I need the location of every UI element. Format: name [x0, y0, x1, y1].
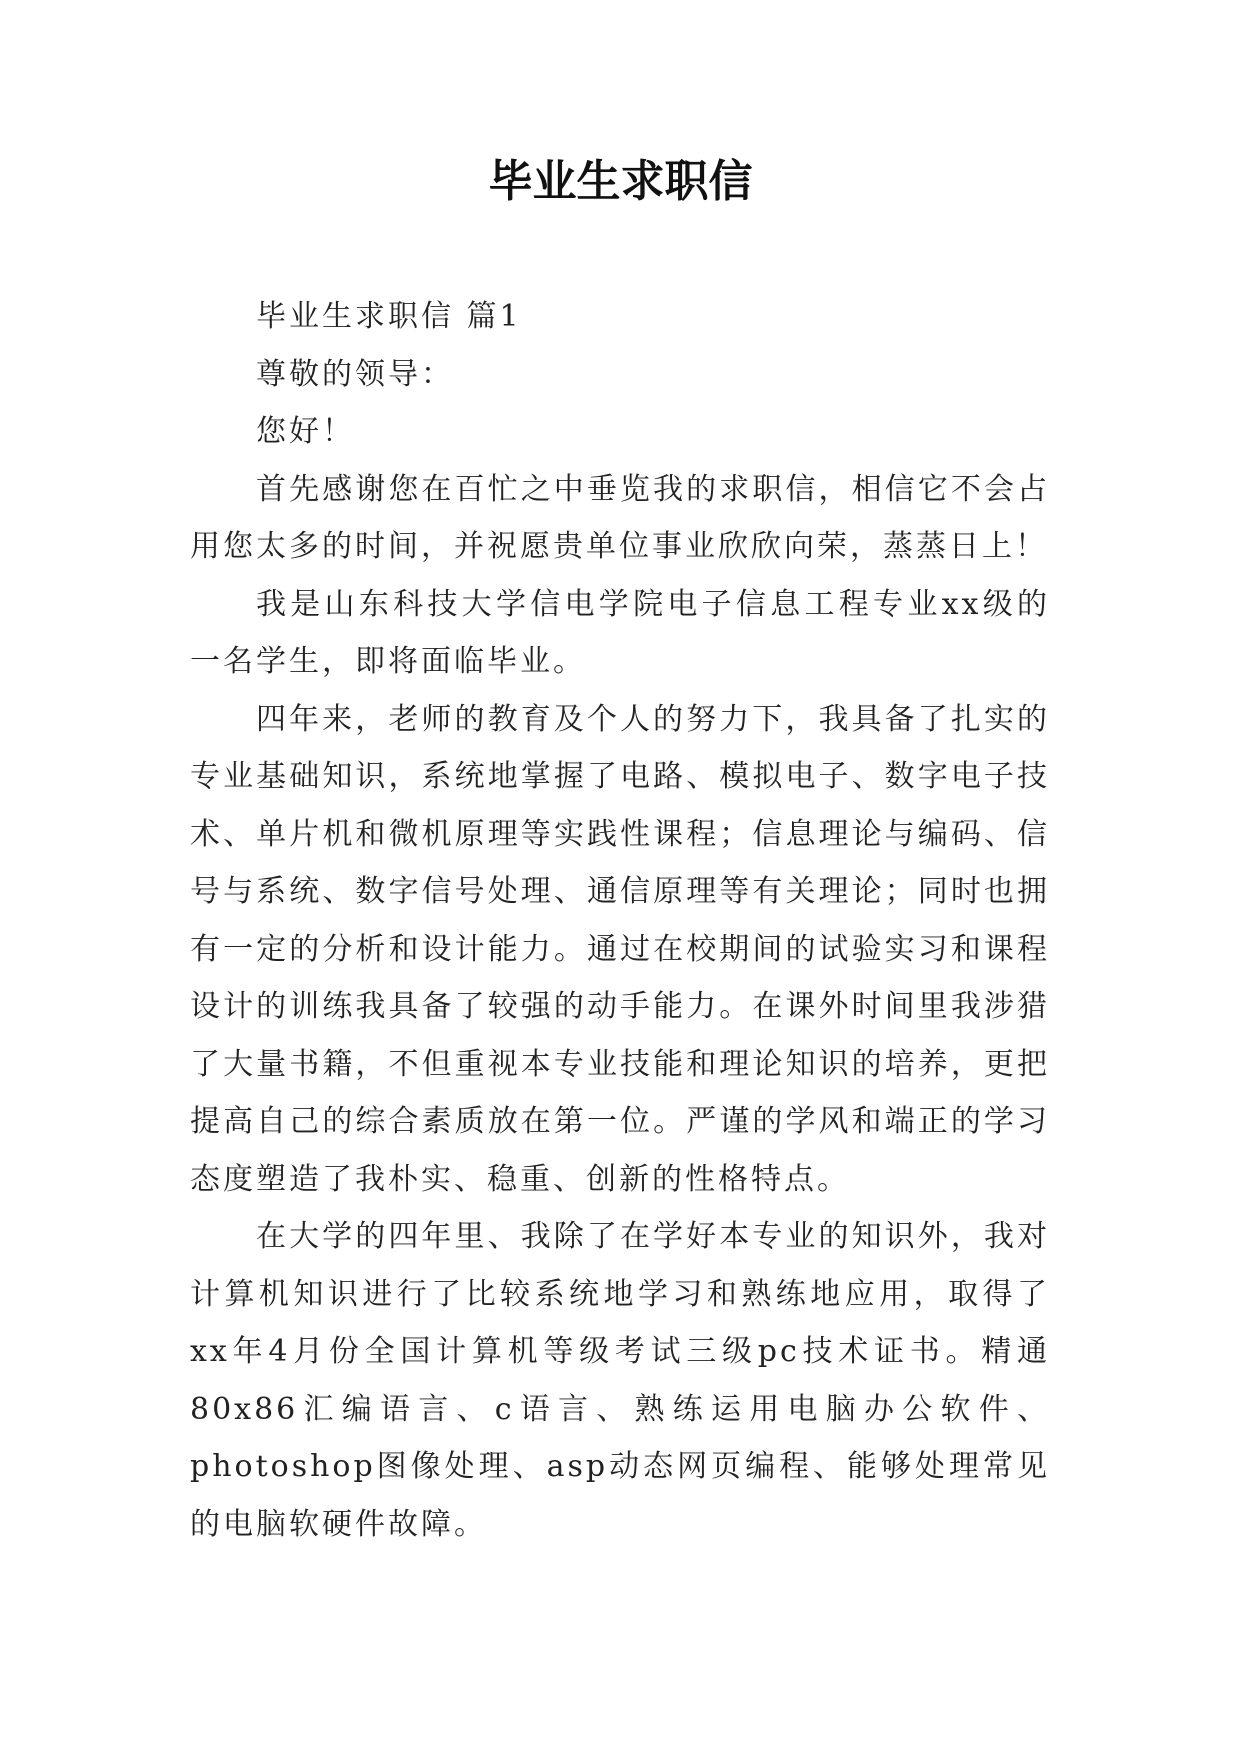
- salutation: 尊敬的领导：: [256, 356, 454, 392]
- document-title: 毕业生求职信: [488, 156, 753, 207]
- body-paragraph: 在大学的四年里、我除了在学好本专业的知识外，我对计算机知识进行了比较系统地学习和熟练地应用，取得了xx年4月份全国计算机等级考试三级pc技术证书。精通80x86汇编语言、c语言、熟练运用电脑办公软件、photoshop图像处理、asp动态网页编程、能够处理常见的电脑软硬件故障。: [190, 1219, 1050, 1542]
- document-body: [190, 288, 1050, 1553]
- body-paragraph: 四年来，老师的教育及个人的努力下，我具备了扎实的专业基础知识，系统地掌握了电路、模拟电子、数字电子技术、单片机和微机原理等实践性课程；信息理论与编码、信号与系统、数字信号处理、通信原理等有关理论；同时也拥有一定的分析和设计能力。通过在校期间的试验实习和课程设计的训练我具备了较强的动手能力。在课外时间里我涉猎了大量书籍，不但重视本专业技能和理论知识的培养，更把提高自己的综合素质放在第一位。严谨的学风和端正的学习态度塑造了我朴实、稳重、创新的性格特点。: [190, 701, 1050, 1197]
- greeting: 您好！: [256, 414, 355, 449]
- body-paragraph: 我是山东科技大学信电学院电子信息工程专业xx级的一名学生，即将面临毕业。: [190, 586, 1050, 679]
- body-paragraph: 首先感谢您在百忙之中垂览我的求职信，相信它不会占用您太多的时间，并祝愿贵单位事业欣欣向荣，蒸蒸日上！: [190, 471, 1050, 564]
- section-heading: 毕业生求职信 篇1: [256, 299, 522, 334]
